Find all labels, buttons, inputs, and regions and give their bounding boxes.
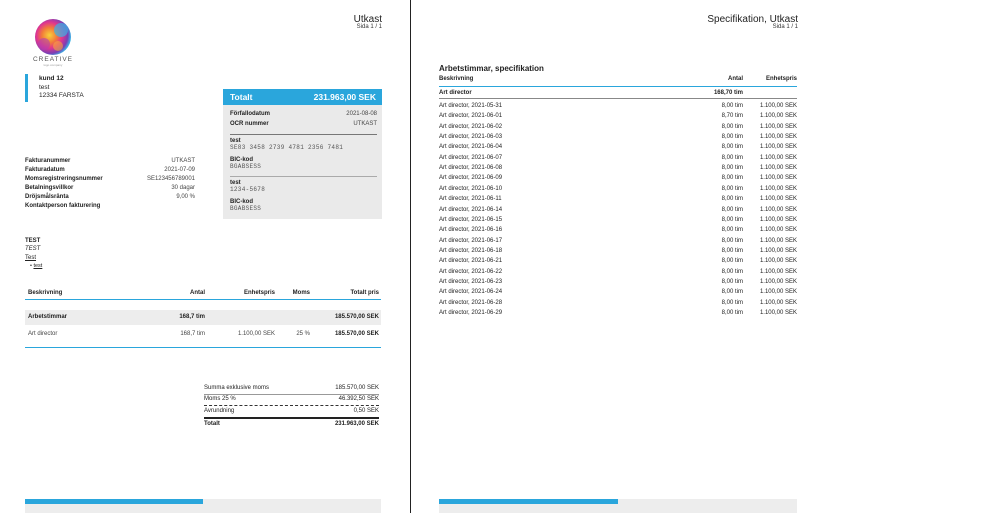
spec-row-quantity: 8,00 tim [721, 206, 743, 213]
bic1-block [230, 157, 377, 170]
spec-group-description: Art director [439, 90, 472, 96]
ocr-row [230, 121, 377, 127]
spec-row-quantity: 8,00 tim [721, 185, 743, 192]
spec-row-quantity: 8,00 tim [721, 258, 743, 265]
summary-label: Avrundning [204, 408, 235, 414]
col-header-vat: Moms [292, 290, 310, 296]
customer-line1: test [39, 83, 50, 91]
spec-group-rule [439, 98, 797, 99]
total-label: Totalt [230, 92, 253, 102]
spec-row-description: Art director, 2021-06-04 [439, 144, 503, 151]
customer-name: kund 12 [39, 75, 64, 82]
note-bullet [30, 263, 42, 269]
meta-row [25, 176, 195, 182]
spec-row-description: Art director, 2021-06-10 [439, 185, 503, 192]
table-header-rule [25, 299, 381, 300]
spec-row-description: Art director, 2021-06-09 [439, 175, 503, 182]
spec-row-unit-price: 1.100,00 SEK [759, 185, 797, 192]
spec-row-quantity: 8,00 tim [721, 196, 743, 203]
total-payment-box [223, 89, 382, 219]
spec-row-quantity: 8,00 tim [721, 103, 743, 109]
spec-row-description: Art director, 2021-06-16 [439, 227, 503, 234]
spec-row-unit-price: 1.100,00 SEK [759, 206, 797, 213]
spec-row-unit-price: 1.100,00 SEK [759, 258, 797, 265]
summary-label: Moms 25 % [204, 396, 236, 402]
bank1-label: test [230, 138, 241, 144]
col-header-unit-price: Enhetspris [243, 290, 275, 296]
meta-label: Betalningsvillkor [25, 185, 74, 191]
spec-row-unit-price: 1.100,00 SEK [759, 196, 797, 203]
row-quantity: 168,7 tim [180, 331, 205, 337]
meta-value: 30 dagar [171, 185, 195, 191]
spec-row-description: Art director, 2021-05-31 [439, 103, 503, 109]
meta-row [25, 194, 195, 200]
due-date-row [230, 111, 377, 117]
meta-value: 9,00 % [176, 194, 195, 200]
spec-row-quantity: 8,00 tim [721, 175, 743, 182]
spec-row-unit-price: 1.100,00 SEK [759, 134, 797, 141]
meta-value: SE123456789001 [146, 176, 195, 182]
spec-row-unit-price: 1.100,00 SEK [759, 299, 797, 306]
spec-row-unit-price: 1.100,00 SEK [759, 165, 797, 172]
spec-row-quantity: 8,00 tim [721, 216, 743, 223]
table-end-rule [25, 347, 381, 348]
spec-row-unit-price: 1.100,00 SEK [759, 123, 797, 130]
spec-row-quantity: 8,00 tim [721, 134, 743, 141]
spec-row-description: Art director, 2021-06-17 [439, 237, 503, 244]
customer-line2: 12334 FARSTA [39, 92, 84, 99]
summary-row [204, 408, 379, 414]
invoice-page-number: Sida 1 / 1 [356, 24, 382, 30]
meta-label: Dröjsmålsränta [25, 194, 69, 200]
spec-row-unit-price: 1.100,00 SEK [759, 268, 797, 275]
bic2-block [230, 199, 377, 212]
summary-value: 185.570,00 SEK [335, 385, 379, 391]
summary-total-rule [204, 417, 379, 419]
divider [230, 134, 377, 135]
divider [230, 176, 377, 177]
meta-row [25, 158, 195, 164]
spec-page-number: Sida 1 / 1 [772, 24, 798, 30]
bic2-label: BIC-kod [230, 199, 253, 205]
spec-col-quantity: Antal [728, 76, 743, 82]
spec-row-quantity: 8,00 tim [721, 123, 743, 130]
spec-row-description: Art director, 2021-06-03 [439, 134, 503, 141]
bic2-value: BGABSESS [230, 205, 262, 212]
spec-row-unit-price: 1.100,00 SEK [759, 310, 797, 316]
spec-col-description: Beskrivning [439, 76, 474, 82]
spec-row-quantity: 8,00 tim [721, 165, 743, 172]
spec-row-unit-price: 1.100,00 SEK [759, 278, 797, 285]
summary-value: 46.392,50 SEK [338, 396, 379, 402]
summary-dashed-divider [204, 405, 379, 406]
meta-label: Kontaktperson fakturering [25, 203, 101, 209]
note-bold: TEST [25, 238, 41, 244]
col-header-description: Beskrivning [28, 290, 63, 296]
meta-row [25, 167, 195, 173]
spec-row-quantity: 8,00 tim [721, 278, 743, 285]
spec-row-quantity: 8,00 tim [721, 154, 743, 161]
group-total: 185.570,00 SEK [334, 314, 379, 320]
meta-label: Fakturanummer [25, 158, 71, 164]
note-underline: Test [25, 255, 37, 261]
ocr-value: UTKAST [353, 121, 377, 127]
spec-row-description: Art director, 2021-06-23 [439, 278, 503, 285]
meta-label: Momsregistreringsnummer [25, 176, 103, 182]
spec-row-description: Art director, 2021-06-21 [439, 258, 503, 265]
meta-row [25, 203, 195, 209]
spec-row-description: Art director, 2021-06-08 [439, 165, 503, 172]
bank1-block [230, 138, 377, 151]
spec-row-description: Art director, 2021-06-28 [439, 299, 503, 306]
spec-row-unit-price: 1.100,00 SEK [759, 237, 797, 244]
customer-accent-bar [25, 74, 28, 102]
spec-row-unit-price: 1.100,00 SEK [759, 227, 797, 234]
invoice-title: Utkast [353, 14, 382, 25]
spec-row-quantity: 8,00 tim [721, 310, 743, 316]
summary-divider [204, 394, 379, 395]
spec-header-rule [439, 86, 797, 87]
row-total: 185.570,00 SEK [334, 331, 379, 337]
spec-title: Specifikation, Utkast [707, 14, 798, 25]
spec-col-unit-price: Enhetspris [765, 76, 797, 82]
spec-row-unit-price: 1.100,00 SEK [759, 247, 797, 254]
meta-row [25, 185, 195, 191]
spec-row-quantity: 8,00 tim [721, 144, 743, 151]
spec-row-description: Art director, 2021-06-07 [439, 154, 503, 161]
customer-address [39, 75, 84, 101]
bank1-account: SE83 3458 2739 4781 2356 7481 [230, 144, 344, 151]
spec-row-unit-price: 1.100,00 SEK [759, 113, 797, 120]
summary-row [204, 396, 379, 402]
spec-row-quantity: 8,00 tim [721, 268, 743, 275]
total-amount: 231.963,00 SEK [313, 92, 376, 102]
viewer-background [810, 0, 999, 513]
summary-total-row [204, 421, 379, 427]
spec-row-description: Art director, 2021-06-29 [439, 310, 503, 316]
spec-row-quantity: 8,00 tim [721, 247, 743, 254]
bic1-label: BIC-kod [230, 157, 253, 163]
col-header-total: Totalt pris [350, 290, 379, 296]
spec-row-description: Art director, 2021-06-02 [439, 123, 503, 130]
summary-value: 0,50 SEK [353, 408, 379, 414]
group-quantity: 168,7 tim [179, 314, 205, 320]
spec-group-quantity: 168,70 tim [713, 90, 743, 96]
bic1-value: BGABSESS [230, 163, 262, 170]
summary-value: 231.963,00 SEK [334, 421, 379, 427]
meta-label: Fakturadatum [25, 167, 65, 173]
spec-heading: Arbetstimmar, specifikation [439, 64, 544, 73]
summary-row [204, 385, 379, 391]
spec-row-unit-price: 1.100,00 SEK [759, 175, 797, 182]
logo-wordmark: CREATIVE [32, 56, 74, 63]
spec-footer-accent [439, 499, 618, 504]
bank2-block [230, 180, 377, 193]
total-header [223, 89, 382, 105]
col-header-quantity: Antal [190, 290, 205, 296]
spec-row-description: Art director, 2021-06-24 [439, 289, 503, 296]
due-date-value: 2021-08-08 [346, 111, 377, 117]
spec-row-quantity: 8,70 tim [721, 113, 743, 120]
spec-row-unit-price: 1.100,00 SEK [759, 154, 797, 161]
summary-label: Summa exklusive moms [204, 385, 270, 391]
spec-row-unit-price: 1.100,00 SEK [759, 216, 797, 223]
meta-value: UTKAST [171, 158, 195, 164]
spec-row-unit-price: 1.100,00 SEK [759, 103, 797, 109]
spec-row-description: Art director, 2021-06-18 [439, 247, 503, 254]
row-unit-price: 1.100,00 SEK [237, 331, 275, 337]
spec-row-description: Art director, 2021-06-22 [439, 268, 503, 275]
invoice-footer-accent [25, 499, 203, 504]
logo-tagline: logo company [43, 63, 63, 67]
spec-row-description: Art director, 2021-06-01 [439, 113, 503, 120]
spec-row-description: Art director, 2021-06-14 [439, 206, 503, 213]
row-vat: 25 % [296, 331, 310, 337]
row-description: Art director [28, 331, 58, 337]
note-italic: TEST [25, 246, 41, 252]
summary-label: Totalt [204, 421, 220, 427]
spec-row-description: Art director, 2021-06-15 [439, 216, 503, 223]
spec-row-quantity: 8,00 tim [721, 237, 743, 244]
due-date-label: Förfallodatum [230, 111, 270, 117]
spec-row-quantity: 8,00 tim [721, 289, 743, 296]
bank2-label: test [230, 180, 241, 186]
spec-row-unit-price: 1.100,00 SEK [759, 144, 797, 151]
note-bullet-link[interactable]: test [33, 263, 43, 269]
spec-row-unit-price: 1.100,00 SEK [759, 289, 797, 296]
ocr-label: OCR nummer [230, 121, 269, 127]
bank2-account: 1234-5678 [230, 186, 266, 193]
spec-row-description: Art director, 2021-06-11 [439, 196, 502, 203]
spec-row-quantity: 8,00 tim [721, 227, 743, 234]
group-description: Arbetstimmar [28, 314, 68, 320]
spec-row-quantity: 8,00 tim [721, 299, 743, 306]
meta-value: 2021-07-09 [164, 167, 195, 173]
bullet-icon: • [30, 263, 32, 269]
